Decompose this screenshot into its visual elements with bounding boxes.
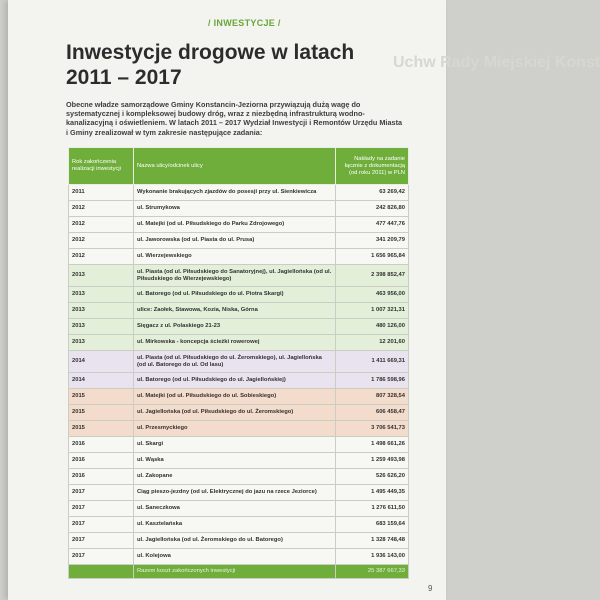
total-value: 25 387 667,33 bbox=[336, 565, 409, 579]
row-year: 2015 bbox=[69, 421, 134, 437]
table-row bbox=[69, 373, 409, 389]
table-row bbox=[69, 233, 409, 249]
row-street-name: ul. Wąska bbox=[134, 453, 336, 469]
row-cost: 3 706 541,73 bbox=[336, 421, 409, 437]
table-row bbox=[69, 453, 409, 469]
row-year: 2017 bbox=[69, 517, 134, 533]
table-row bbox=[69, 421, 409, 437]
row-cost: 1 411 669,31 bbox=[336, 351, 409, 373]
total-label: Razem koszt zakończonych inwestycji bbox=[134, 565, 336, 579]
table-row bbox=[69, 303, 409, 319]
row-street-name: Ciąg pieszo-jezdny (od ul. Elektrycznej do jazu na rzece Jeziorce) bbox=[134, 485, 336, 501]
row-street-name: Sięgacz z ul. Polaskiego 21-23 bbox=[134, 319, 336, 335]
row-street-name: ul. Kasztelańska bbox=[134, 517, 336, 533]
table-row bbox=[69, 549, 409, 565]
column-header-year: Rok zakończenia realizacji inwestycji bbox=[69, 148, 134, 185]
row-cost: 480 126,00 bbox=[336, 319, 409, 335]
table-header-row bbox=[69, 148, 409, 185]
row-cost: 1 786 598,96 bbox=[336, 373, 409, 389]
row-street-name: ul. Wierzejewskiego bbox=[134, 249, 336, 265]
row-year: 2013 bbox=[69, 287, 134, 303]
row-street-name: ul. Matejki (od ul. Piłsudskiego do Parku Zdrojowego) bbox=[134, 217, 336, 233]
row-year: 2012 bbox=[69, 233, 134, 249]
page-number: 9 bbox=[428, 584, 433, 593]
row-year: 2016 bbox=[69, 469, 134, 485]
row-cost: 242 826,80 bbox=[336, 201, 409, 217]
row-year: 2011 bbox=[69, 185, 134, 201]
row-year: 2015 bbox=[69, 405, 134, 421]
table-row bbox=[69, 287, 409, 303]
table-row bbox=[69, 217, 409, 233]
row-year: 2013 bbox=[69, 319, 134, 335]
row-street-name: ul. Przesmyckiego bbox=[134, 421, 336, 437]
table-row bbox=[69, 185, 409, 201]
row-cost: 807 328,54 bbox=[336, 389, 409, 405]
table-row bbox=[69, 485, 409, 501]
table-row bbox=[69, 335, 409, 351]
row-street-name: ulice: Zaołek, Stawowa, Kozia, Niska, Górna bbox=[134, 303, 336, 319]
table-row bbox=[69, 517, 409, 533]
row-street-name: ul. Jagiellońska (od ul. Żeromskiego do ul. Batorego) bbox=[134, 533, 336, 549]
row-year: 2016 bbox=[69, 437, 134, 453]
row-year: 2012 bbox=[69, 201, 134, 217]
row-street-name: ul. Matejki (od ul. Piłsudskiego do ul. Sobieskiego) bbox=[134, 389, 336, 405]
page-title bbox=[66, 40, 406, 90]
row-year: 2013 bbox=[69, 265, 134, 287]
row-cost: 477 447,76 bbox=[336, 217, 409, 233]
table-total-row bbox=[69, 565, 409, 579]
section-tag: / INWESTYCJE / bbox=[208, 18, 281, 28]
row-street-name: ul. Mirkowska - koncepcja ścieżki rowerowej bbox=[134, 335, 336, 351]
row-year: 2013 bbox=[69, 335, 134, 351]
row-year: 2016 bbox=[69, 453, 134, 469]
row-cost: 63 269,42 bbox=[336, 185, 409, 201]
row-year: 2014 bbox=[69, 351, 134, 373]
table-row bbox=[69, 437, 409, 453]
row-cost: 463 956,00 bbox=[336, 287, 409, 303]
table-row bbox=[69, 265, 409, 287]
row-cost: 1 656 965,84 bbox=[336, 249, 409, 265]
row-street-name: ul. Saneczkowa bbox=[134, 501, 336, 517]
intro-paragraph: Obecne władze samorządowe Gminy Konstancin-Jeziorna przywiązują dużą wagę do systematycznej i kompleksowej budowy dróg, wraz z niezbędną infrastrukturą wodno-kanalizacyjną i oświetleniem. W latach 2011 – 2017 Wydział Inwestycji i Remontów Urzędu Miasta i Gminy zrealizował w tym zakresie następujące zadania: bbox=[66, 100, 403, 137]
total-year-cell bbox=[69, 565, 134, 579]
table-row bbox=[69, 201, 409, 217]
facing-page-title-fragment: Uchw Rady Miejskiej Konst bbox=[393, 54, 600, 71]
row-street-name: ul. Kolejowa bbox=[134, 549, 336, 565]
row-year: 2017 bbox=[69, 501, 134, 517]
row-street-name: ul. Strumykowa bbox=[134, 201, 336, 217]
row-street-name: ul. Jagiellońska (od ul. Piłsudskiego do ul. Żeromskiego) bbox=[134, 405, 336, 421]
row-cost: 1 936 143,00 bbox=[336, 549, 409, 565]
table-row bbox=[69, 389, 409, 405]
column-header-cost: Nakłady na zadanie łącznie z dokumentacją (od roku 2011) w PLN bbox=[336, 148, 409, 185]
row-cost: 1 498 661,26 bbox=[336, 437, 409, 453]
investments-table bbox=[68, 147, 409, 579]
column-header-street: Nazwa ulicy/odcinek ulicy bbox=[134, 148, 336, 185]
row-cost: 12 201,60 bbox=[336, 335, 409, 351]
page-title-line-2: 2011 – 2017 bbox=[66, 66, 182, 89]
row-cost: 1 007 321,31 bbox=[336, 303, 409, 319]
row-street-name: ul. Zakopane bbox=[134, 469, 336, 485]
table-row bbox=[69, 501, 409, 517]
row-year: 2017 bbox=[69, 549, 134, 565]
row-year: 2012 bbox=[69, 217, 134, 233]
table-body bbox=[69, 185, 409, 565]
row-year: 2013 bbox=[69, 303, 134, 319]
row-cost: 683 159,64 bbox=[336, 517, 409, 533]
row-street-name: ul. Jaworowska (od ul. Piasta do ul. Prusa) bbox=[134, 233, 336, 249]
row-cost: 606 458,47 bbox=[336, 405, 409, 421]
page-title-line-1: Inwestycje drogowe w latach bbox=[66, 41, 355, 64]
row-cost: 2 398 852,47 bbox=[336, 265, 409, 287]
table-row bbox=[69, 351, 409, 373]
table-row bbox=[69, 469, 409, 485]
row-cost: 341 209,79 bbox=[336, 233, 409, 249]
row-year: 2014 bbox=[69, 373, 134, 389]
row-cost: 1 259 493,98 bbox=[336, 453, 409, 469]
row-cost: 1 328 748,48 bbox=[336, 533, 409, 549]
brochure-page bbox=[8, 0, 600, 600]
table-row bbox=[69, 249, 409, 265]
row-year: 2017 bbox=[69, 485, 134, 501]
row-street-name: ul. Piasta (od ul. Piłsudskiego do Sanatoryjnej), ul. Jagiellońska (od ul. Piłsudskiego do Wierzejewskiego) bbox=[134, 265, 336, 287]
row-street-name: ul. Batorego (od ul. Piłsudskiego do ul. Piotra Skargi) bbox=[134, 287, 336, 303]
row-street-name: ul. Skargi bbox=[134, 437, 336, 453]
row-year: 2017 bbox=[69, 533, 134, 549]
row-street-name: ul. Piasta (od ul. Piłsudskiego do ul. Żeromskiego), ul. Jagiellońska (od ul. Batorego do ul. Od lasu) bbox=[134, 351, 336, 373]
row-street-name: Wykonanie brakujących zjazdów do posesji przy ul. Sienkiewicza bbox=[134, 185, 336, 201]
row-cost: 1 495 449,35 bbox=[336, 485, 409, 501]
row-year: 2012 bbox=[69, 249, 134, 265]
row-cost: 526 626,20 bbox=[336, 469, 409, 485]
row-cost: 1 276 611,50 bbox=[336, 501, 409, 517]
table-row bbox=[69, 533, 409, 549]
table-row bbox=[69, 405, 409, 421]
row-street-name: ul. Batorego (od ul. Piłsudskiego do ul. Jagiellońskiej) bbox=[134, 373, 336, 389]
table-row bbox=[69, 319, 409, 335]
row-year: 2015 bbox=[69, 389, 134, 405]
